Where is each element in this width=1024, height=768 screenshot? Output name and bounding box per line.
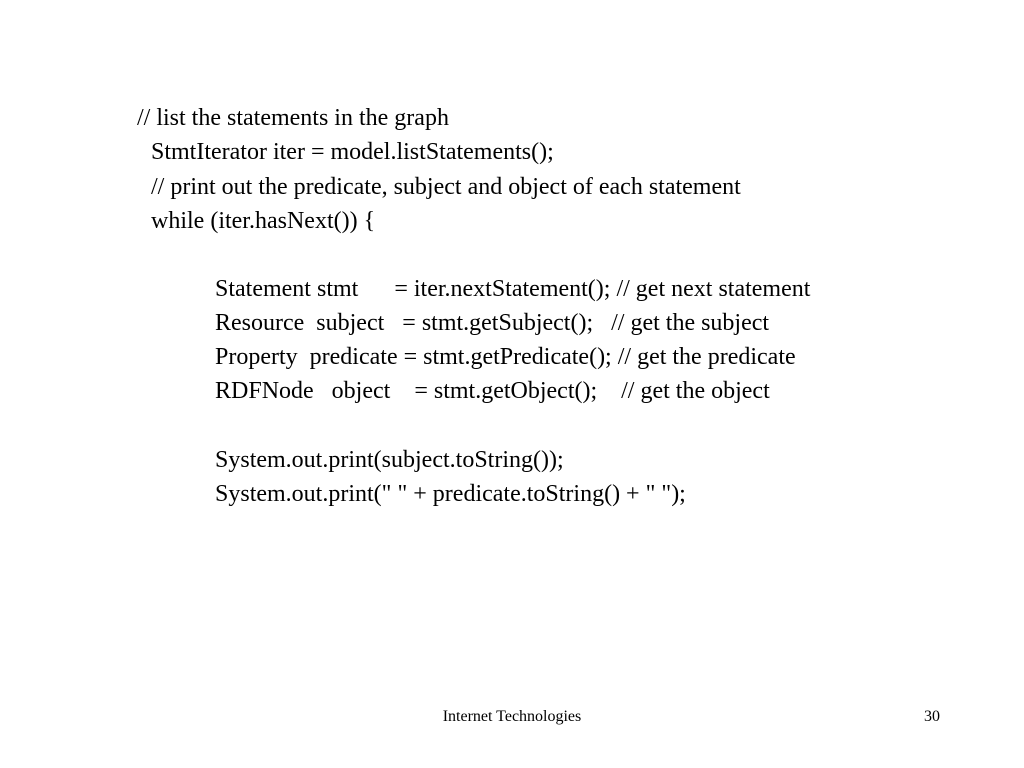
code-line-print-subject: System.out.print(subject.toString());: [215, 447, 564, 473]
code-line-resource: Resource subject = stmt.getSubject(); // get the subject: [215, 310, 770, 336]
code-line-rdfnode: RDFNode object = stmt.getObject(); // get the object: [215, 378, 770, 404]
page-number: 30: [924, 708, 940, 725]
footer-title: Internet Technologies: [442, 708, 582, 725]
code-comment-list-statements: // list the statements in the graph: [137, 105, 449, 131]
code-line-while: while (iter.hasNext()) {: [151, 208, 376, 234]
code-line-iterator: StmtIterator iter = model.listStatements();: [151, 139, 554, 165]
code-line-statement: Statement stmt = iter.nextStatement(); // get next statement: [215, 276, 811, 302]
code-comment-print: // print out the predicate, subject and object of each statement: [151, 174, 741, 200]
code-line-property: Property predicate = stmt.getPredicate(); // get the predicate: [215, 344, 796, 370]
code-line-print-predicate: System.out.print(" " + predicate.toString() + " ");: [215, 481, 686, 507]
